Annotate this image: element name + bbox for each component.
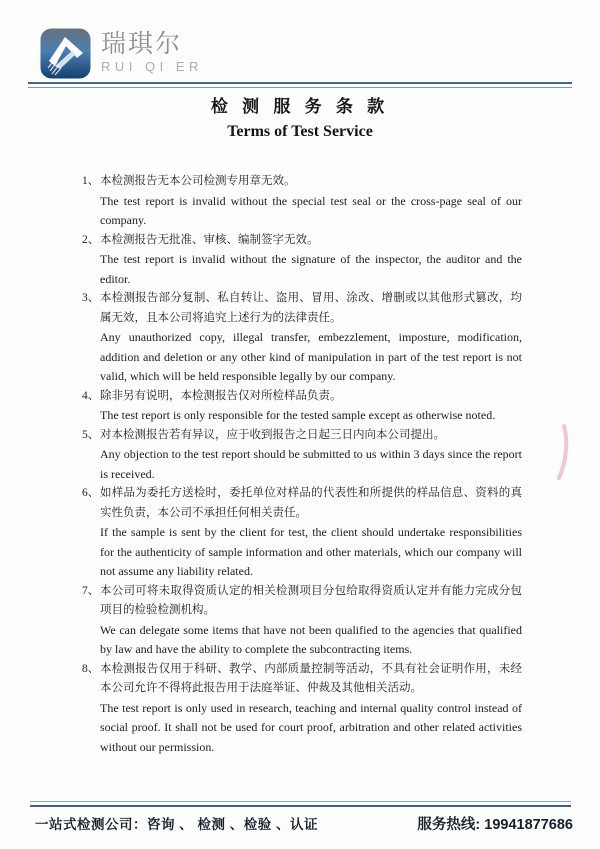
term-text-en: The test report is only used in research, teaching and internal quality control instead of social proof. It shall not be used for court proof, arbitration and other related activities without our permission.: [100, 700, 522, 754]
term-text-zh: 除非另有说明，本检测报告仅对所检样品负责。: [100, 389, 342, 402]
term-text-zh: 本检测报告无批准、审核、编制签字无效。: [100, 233, 319, 246]
term-text-en: The test report is invalid without the special test seal or the cross-page seal of our company.: [100, 193, 522, 227]
term-item-6: [82, 484, 522, 582]
footer-hotline: [417, 813, 573, 834]
term-item-4: [82, 387, 522, 426]
footer-divider: [30, 801, 571, 807]
term-text-zh: 本检测报告部分复制、私自转让、盗用、冒用、涂改、增删或以其他形式篡改，均属无效，且本公司将追究上述行为的法律责任。: [100, 292, 522, 324]
term-number: 3、: [82, 292, 100, 304]
company-name: [101, 28, 203, 74]
footer-services-text: 一站式检测公司：咨询 、 检测 、检验 、认证: [35, 817, 319, 832]
term-number: 6、: [82, 487, 100, 499]
term-text-en: The test report is only responsible for the tested sample except as otherwise noted.: [100, 408, 496, 422]
term-text-en: Any unauthorized copy, illegal transfer, embezzlement, imposture, modification, addition and deletion or any other kind of manipulation in part of the test report is not valid, which will be held responsible legally by our company.: [100, 330, 522, 383]
term-number: 2、: [82, 233, 100, 246]
page-title-zh: 检 测 服 务 条 款: [210, 97, 390, 116]
term-item-1: [82, 172, 522, 231]
term-text-zh: 本公司可将未取得资质认定的相关检测项目分包给取得资质认定并有能力完成分包项目的检验检测机构。: [100, 584, 522, 616]
term-number: 7、: [82, 584, 100, 597]
company-logo: [40, 28, 203, 79]
hotline-label: 服务热线:: [417, 817, 481, 833]
term-text-zh: 对本检测报告若有异议，应于收到报告之日起三日内向本公司提出。: [100, 428, 445, 441]
term-number: 4、: [82, 389, 100, 402]
term-item-8: [82, 660, 522, 758]
term-item-3: [82, 289, 522, 387]
hotline-number: 19941877686: [484, 817, 573, 833]
term-number: 8、: [82, 662, 100, 675]
term-item-2: [82, 231, 522, 290]
footer: [35, 813, 573, 834]
term-text-en: If the sample is sent by the client for test, the client should undertake responsibilities for the authenticity of sample information and other materials, which our company will not assume any liability related.: [100, 525, 522, 578]
ruiqier-logo-icon: [40, 28, 91, 79]
company-name-zh: 瑞琪尔: [101, 30, 183, 58]
term-text-zh: 如样品为委托方送检时，委托单位对样品的代表性和所提供的样品信息、资料的真实性负责，本公司不承担任何相关责任。: [100, 487, 522, 519]
term-item-5: [82, 426, 522, 485]
page-title-en: Terms of Test Service: [227, 123, 373, 140]
terms-list: [82, 172, 522, 757]
term-text-en: Any objection to the test report should be submitted to us within 3 days since the report is received.: [100, 447, 522, 481]
term-text-zh: 本检测报告仅用于科研、教学、内部质量控制等活动，不具有社会证明作用，未经本公司允许不得将此报告用于法庭举证、仲裁及其他相关活动。: [100, 662, 522, 694]
term-text-en: We can delegate some items that have not been qualified to the agencies that qualified by law and have the ability to complete the subcontracting items.: [100, 622, 522, 656]
term-item-7: [82, 582, 522, 660]
company-name-en: RUI QI ER: [101, 59, 203, 74]
term-text-zh: 本检测报告无本公司检测专用章无效。: [100, 175, 296, 187]
term-number: 1、: [82, 175, 100, 187]
header-divider: [28, 82, 572, 88]
seal-mark-fragment: [550, 422, 572, 482]
term-number: 5、: [82, 428, 100, 441]
term-text-en: The test report is invalid without the signature of the inspector, the auditor and the editor.: [100, 252, 522, 286]
